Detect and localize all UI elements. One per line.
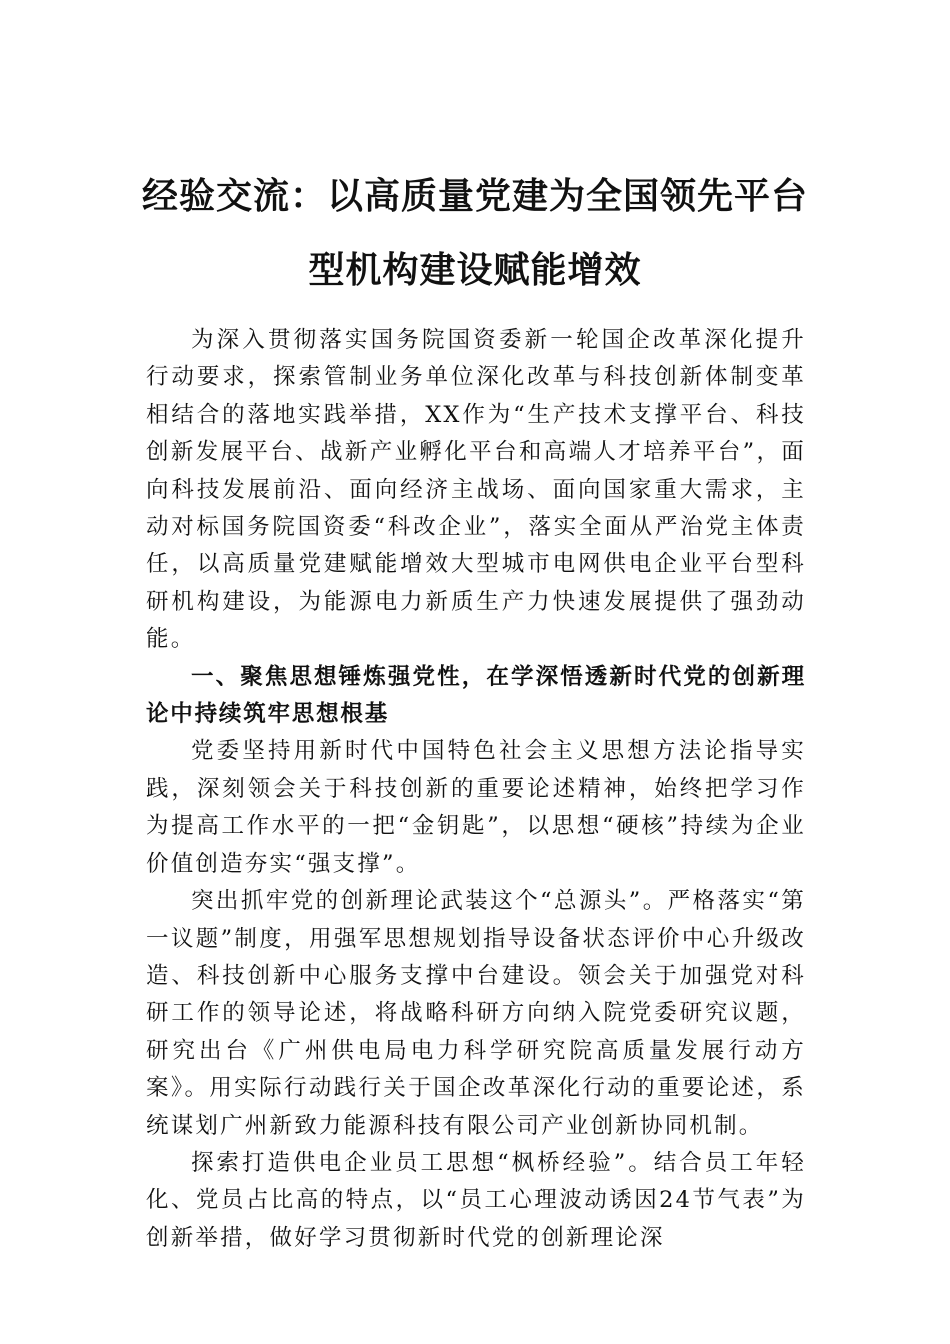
section-1-paragraph-1: 党委坚持用新时代中国特色社会主义思想方法论指导实践，深刻领会关于科技创新的重要论述精神，始终把学习作为提高工作水平的一把“金钥匙”，以思想“硬核”持续为企业价值创造夯实“强支撑”。 — [146, 738, 806, 877]
title-line-2: 型机构建设赋能增效 — [308, 250, 642, 291]
section-1-paragraph-2: 突出抓牢党的创新理论武装这个“总源头”。严格落实“第一议题”制度，用强军思想规划指导设备状态评价中心升级改造、科技创新中心服务支撑中台建设。领会关于加强党对科研工作的领导论述，将战略科研方向纳入院党委研究议题，研究出台《广州供电局电力科学研究院高质量发展行动方案》。用实际行动践行关于国企改革深化行动的重要论述，系统谋划广州新致力能源科技有限公司产业创新协同机制。 — [146, 888, 806, 1139]
section-1-paragraph-3: 探索打造供电企业员工思想“枫桥经验”。结合员工年轻化、党员占比高的特点，以“员工心理波动诱因24节气表”为创新举措，做好学习贯彻新时代党的创新理论深 — [146, 1149, 806, 1251]
document-body — [146, 322, 806, 1257]
document-title — [120, 160, 830, 308]
intro-paragraph: 为深入贯彻落实国务院国资委新一轮国企改革深化提升行动要求，探索管制业务单位深化改革与科技创新体制变革相结合的落地实践举措，XX作为“生产技术支撑平台、科技创新发展平台、战新产业孵化平台和高端人才培养平台”，面向科技发展前沿、面向经济主战场、面向国家重大需求，主动对标国务院国资委“科改企业”，落实全面从严治党主体责任，以高质量党建赋能增效大型城市电网供电企业平台型科研机构建设，为能源电力新质生产力快速发展提供了强劲动能。 — [146, 327, 806, 653]
title-line-1: 经验交流：以高质量党建为全国领先平台 — [141, 176, 808, 217]
section-1-heading: 一、聚焦思想锤炼强党性，在学深悟透新时代党的创新理论中持续筑牢思想根基 — [146, 663, 806, 728]
